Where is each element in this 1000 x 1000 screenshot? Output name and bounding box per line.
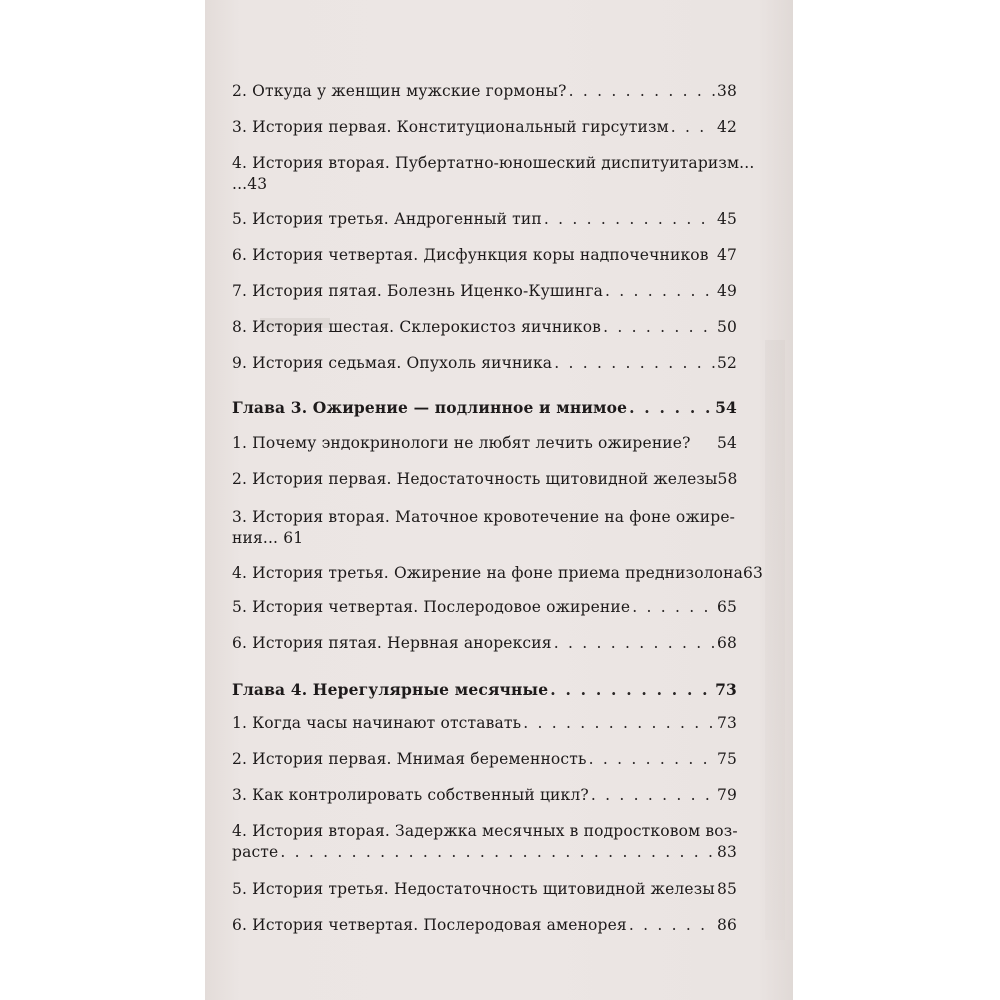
toc-entry — [232, 880, 737, 904]
dot-leader — [603, 318, 715, 336]
dot-leader — [632, 598, 715, 616]
dot-leader — [544, 210, 715, 228]
toc-entry-continuation — [232, 843, 737, 867]
toc-entry-title: 5. История третья. Андрогенный тип — [232, 210, 542, 228]
toc-entry — [232, 564, 764, 588]
toc-entry-page: 42 — [716, 118, 737, 136]
toc-entry — [232, 354, 737, 378]
dot-leader — [569, 82, 715, 100]
toc-entry-title: 1. Когда часы начинают отставать — [232, 714, 522, 732]
dot-leader — [589, 750, 715, 768]
toc-entry — [232, 786, 737, 810]
toc-entry-page: 47 — [716, 246, 737, 264]
toc-entry-page: 75 — [716, 750, 737, 768]
toc-entry-page: 58 — [717, 470, 738, 488]
toc-entry-title: 2. История первая. Недостаточность щитовидной железы — [232, 470, 718, 488]
dot-leader — [671, 118, 715, 136]
toc-chapter-page: 54 — [715, 398, 737, 417]
toc-entry-title: 1. Почему эндокринологи не любят лечить ожирение? — [232, 434, 691, 452]
dot-leader — [605, 282, 715, 300]
toc-entry-title: 4. История вторая. Задержка месячных в подростковом воз- — [232, 822, 738, 840]
toc-entry — [232, 246, 737, 270]
toc-entry-page: 50 — [716, 318, 737, 336]
toc-entry-title: 6. История четвертая. Послеродовая аменорея — [232, 916, 627, 934]
toc-entry-title: 9. История седьмая. Опухоль яичника — [232, 354, 553, 372]
toc-chapter-title: Глава 4. Нерегулярные месячные — [232, 680, 549, 699]
toc-entry — [232, 750, 737, 774]
toc-entry-title: 4. История вторая. Пубертатно-юношеский диспитуитаризм... — [232, 154, 755, 172]
toc-entry-title: 3. История вторая. Маточное кровотечение на фоне ожире- — [232, 508, 736, 526]
toc-entry — [232, 282, 737, 306]
toc-entry — [232, 210, 737, 234]
toc-entry-page: 45 — [716, 210, 737, 228]
toc-entry-page: 65 — [716, 598, 737, 616]
toc-entry — [232, 714, 737, 738]
toc-entry-page: 83 — [716, 843, 737, 861]
toc-entry-page: 54 — [716, 434, 737, 452]
toc-entry-title: 7. История пятая. Болезнь Иценко-Кушинга — [232, 282, 604, 300]
toc-entry-page: 73 — [716, 714, 737, 732]
toc-entry-title: 3. История первая. Конституциональный гирсутизм — [232, 118, 669, 136]
toc-entry-page: 63 — [743, 564, 764, 582]
toc-entry-title: 5. История третья. Недостаточность щитовидной железы — [232, 880, 715, 898]
toc-entry-title: 4. История третья. Ожирение на фоне приема преднизолона — [232, 564, 744, 582]
toc-chapter-page: 73 — [715, 680, 737, 699]
toc-entry-title: 8. История шестая. Склерокистоз яичников — [232, 318, 602, 336]
toc-entry — [232, 508, 737, 532]
toc-entry — [232, 470, 737, 494]
toc-entry — [232, 916, 737, 940]
toc-entry — [232, 434, 737, 458]
dot-leader — [554, 354, 715, 372]
toc-entry — [232, 634, 737, 658]
toc-entry-title: 2. История первая. Мнимая беременность — [232, 750, 587, 768]
dot-leader — [550, 680, 713, 699]
toc-entry-title: 6. История четвертая. Дисфункция коры надпочечников — [232, 246, 709, 264]
dot-leader — [280, 843, 715, 861]
toc-entry-page: 79 — [716, 786, 737, 804]
toc-entry-title: 2. Откуда у женщин мужские гормоны? — [232, 82, 567, 100]
toc-entry-page: 49 — [716, 282, 737, 300]
toc-entry — [232, 154, 755, 178]
toc-entry-page: 38 — [716, 82, 737, 100]
dot-leader — [629, 398, 713, 417]
toc-entry — [232, 598, 737, 622]
toc-entry-page: 85 — [716, 880, 737, 898]
toc-entry — [232, 318, 737, 342]
dot-leader — [523, 714, 715, 732]
toc-entry-continuation: ния... 61 — [232, 529, 304, 547]
toc-entry-page: 52 — [716, 354, 737, 372]
toc-chapter-heading — [232, 680, 737, 704]
book-page — [205, 0, 793, 1000]
toc-entry-page: 68 — [716, 634, 737, 652]
toc-entry-title: 3. Как контролировать собственный цикл? — [232, 786, 589, 804]
toc-entry-title: 6. История пятая. Нервная анорексия — [232, 634, 552, 652]
dot-leader — [629, 916, 715, 934]
table-of-contents — [205, 0, 793, 1000]
toc-chapter-heading — [232, 398, 737, 422]
toc-chapter-title: Глава 3. Ожирение — подлинное и мнимое — [232, 398, 628, 417]
dot-leader — [591, 786, 715, 804]
toc-entry-continuation-text: расте — [232, 843, 279, 861]
toc-entry-continuation: ...43 — [232, 175, 268, 193]
toc-entry — [232, 82, 737, 106]
dot-leader — [554, 634, 715, 652]
toc-entry-title: 5. История четвертая. Послеродовое ожирение — [232, 598, 631, 616]
toc-entry — [232, 118, 737, 142]
toc-entry-page: 86 — [716, 916, 737, 934]
